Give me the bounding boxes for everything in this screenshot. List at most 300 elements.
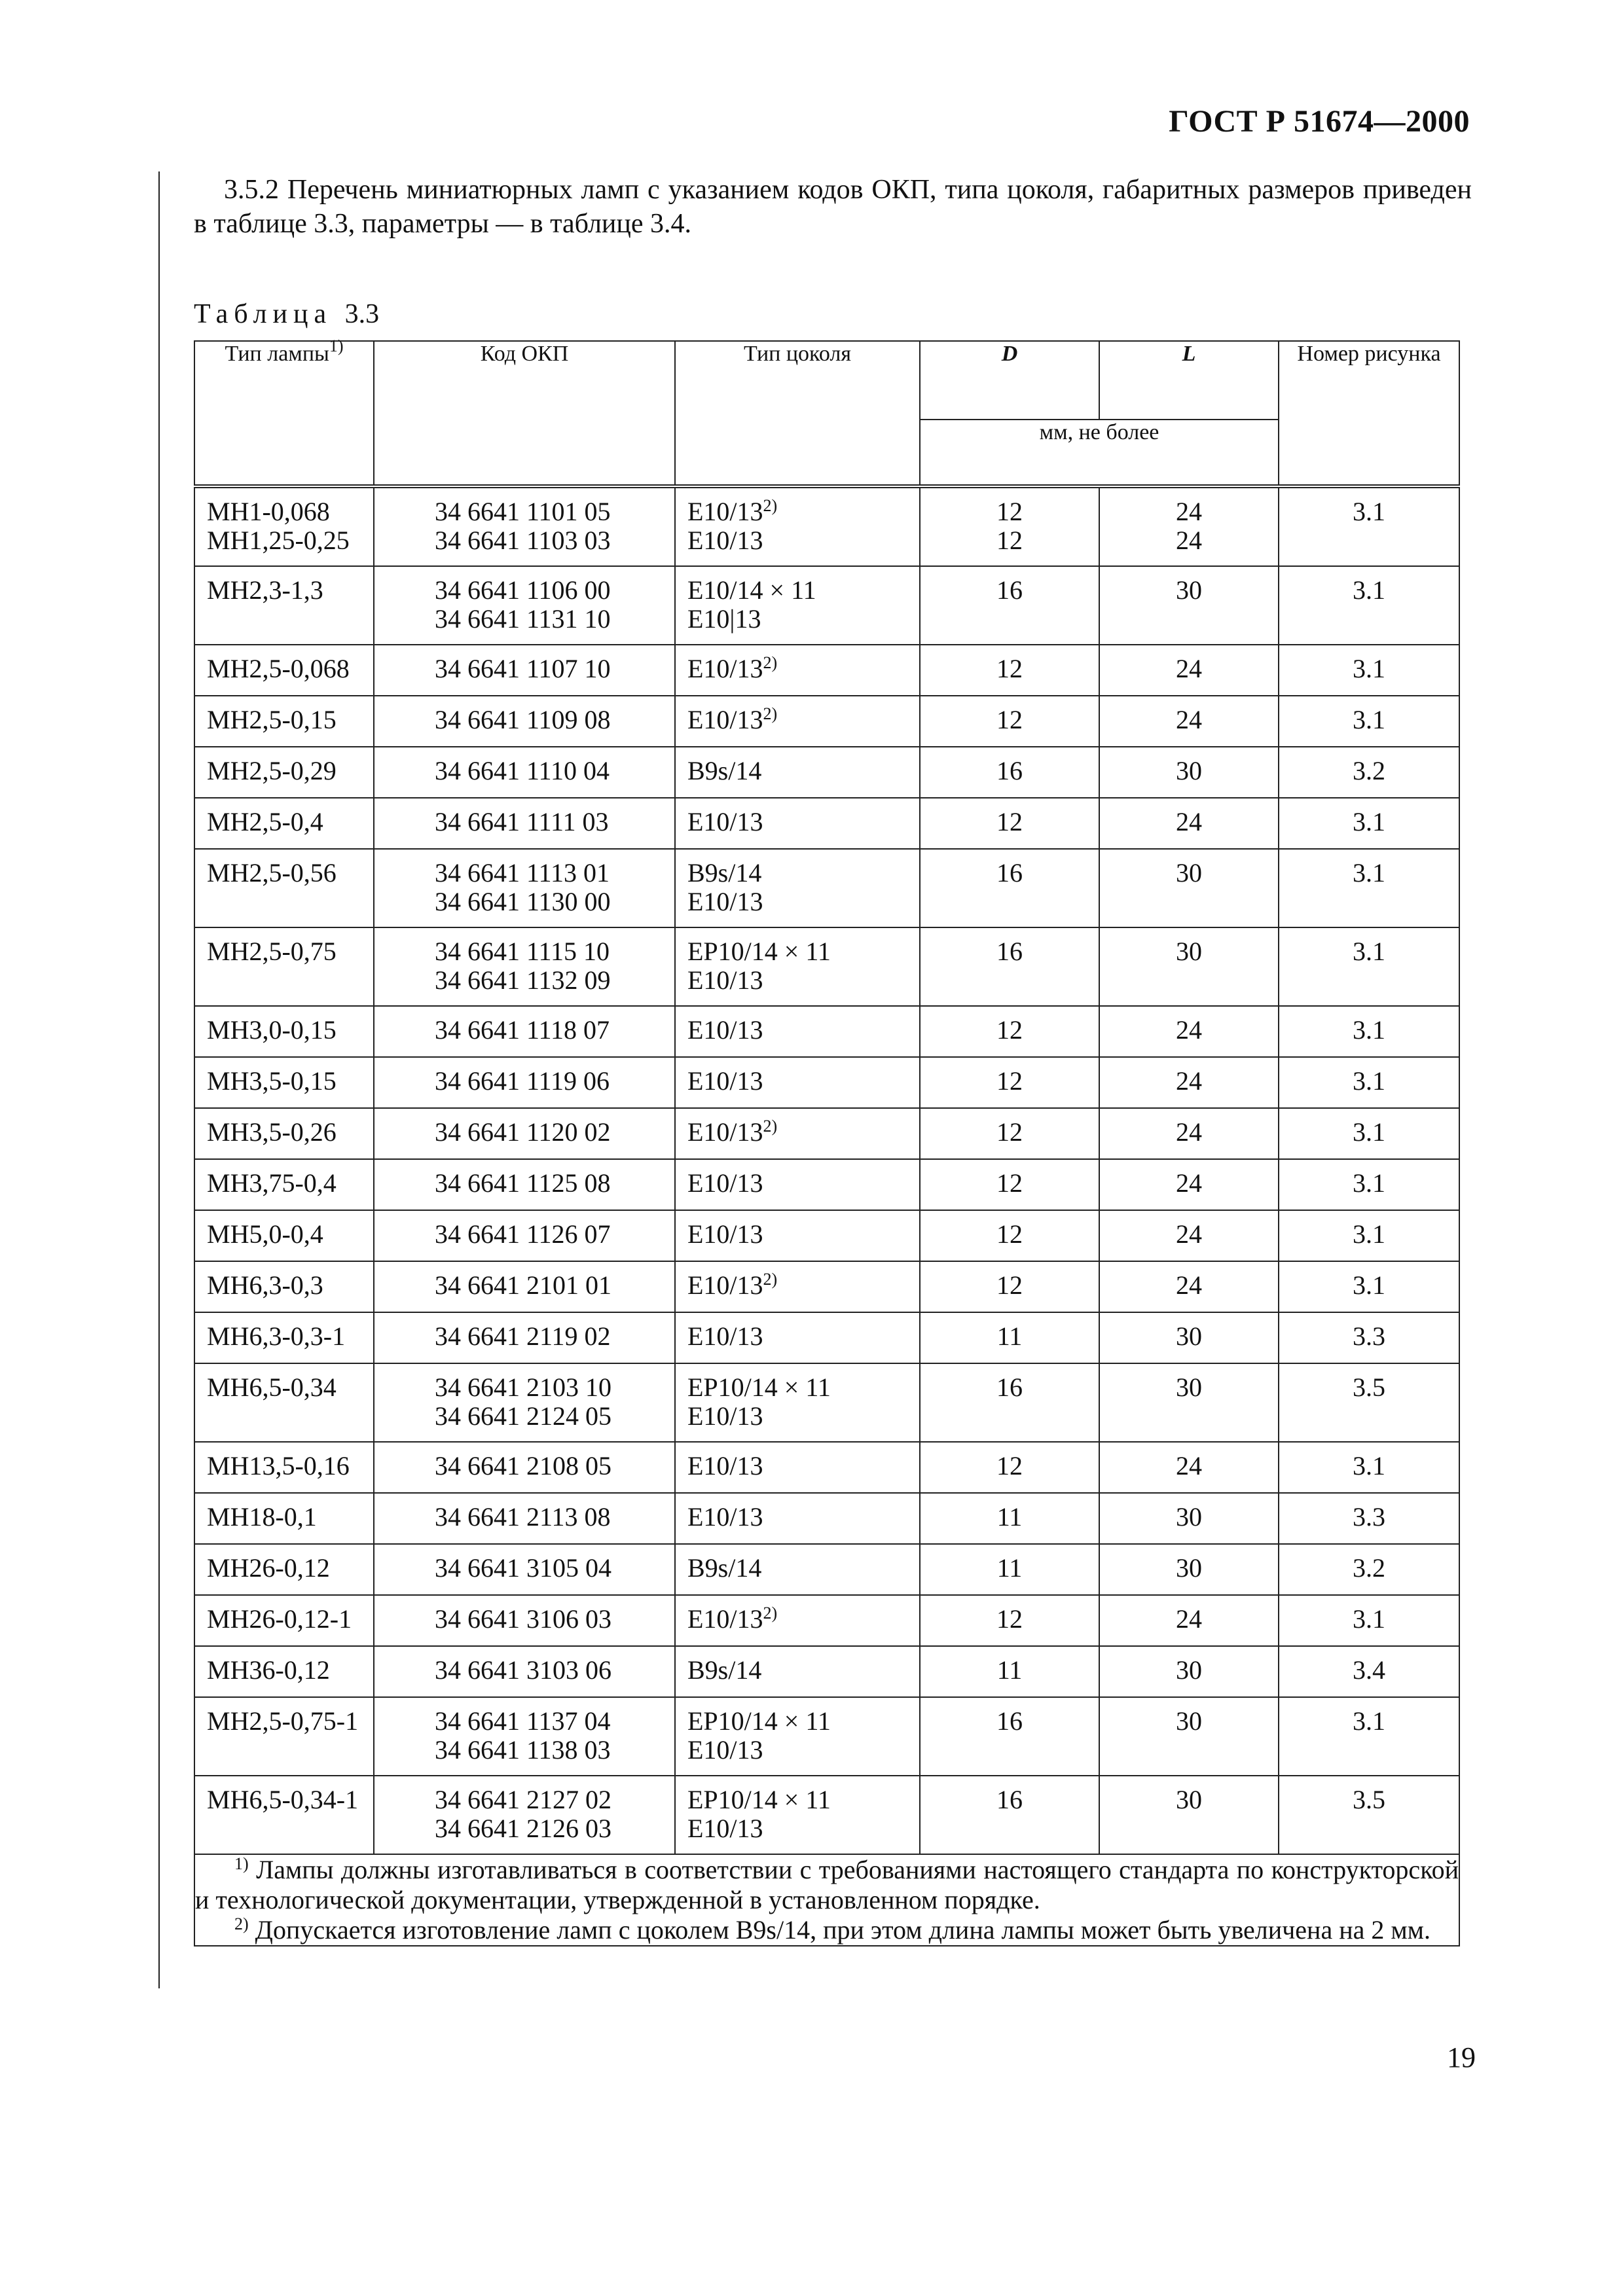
cell-okp-code [374,849,675,927]
cell-figure-number [1279,798,1459,849]
cell-d [920,1697,1099,1776]
cell-okp-code-line: 34 6641 2127 02 [435,1785,611,1814]
table-row [194,1646,1459,1697]
cell-l [1099,645,1279,696]
cell-lamp-type [194,1006,374,1057]
cell-lamp-type-line: МН6,5-0,34 [207,1372,337,1402]
cell-l-line: 30 [1176,1321,1202,1351]
cell-d [920,696,1099,747]
cell-figure-number [1279,1493,1459,1544]
cell-figure-number [1279,1442,1459,1493]
table-row [194,927,1459,1006]
cell-base-type-line: E10/13$^{2)}$ [687,653,778,683]
cell-okp-code-line: 34 6641 1107 10 [435,654,611,683]
cell-okp-code-line: 34 6641 1137 04 [435,1706,611,1736]
cell-d-line: 12 [996,526,1023,555]
cell-base-type [675,1595,920,1646]
lamp-table [194,336,1460,1946]
cell-okp-code [374,1493,675,1544]
cell-l-line: 24 [1176,1451,1202,1480]
cell-okp-code [374,1646,675,1697]
cell-d [920,849,1099,927]
cell-l-line: 30 [1176,1706,1202,1736]
cell-l-line: 24 [1176,526,1202,555]
cell-lamp-type [194,566,374,645]
cell-lamp-type [194,1595,374,1646]
cell-base-type-line: E10/13$^{2)}$ [687,704,778,734]
cell-d-line: 12 [996,1451,1023,1480]
cell-d-line: 16 [996,575,1023,605]
cell-l-line: 30 [1176,858,1202,888]
cell-base-type-line: E10/13 [687,1735,763,1765]
table-row [194,798,1459,849]
cell-okp-code-line: 34 6641 1125 08 [435,1168,611,1198]
cell-l-line: 30 [1176,756,1202,785]
cell-okp-code-line: 34 6641 2119 02 [435,1321,611,1351]
footnote-1-mark: 1) [234,1854,249,1873]
cell-figure-number-line: 3.1 [1353,1219,1385,1249]
cell-base-type [675,645,920,696]
cell-okp-code-line: 34 6641 1103 03 [435,526,611,555]
cell-l [1099,696,1279,747]
cell-base-type [675,927,920,1006]
cell-base-type-line: E10/13$^{2)}$ [687,1117,778,1147]
cell-d [920,1544,1099,1595]
cell-d [920,1312,1099,1363]
cell-l [1099,1210,1279,1261]
cell-base-type-line: EP10/14 × 11 [687,1372,831,1402]
table-row [194,1363,1459,1442]
cell-lamp-type-line: МН2,5-0,4 [207,807,323,836]
cell-okp-code [374,927,675,1006]
cell-lamp-type-line: МН3,5-0,15 [207,1066,337,1096]
cell-figure-number [1279,1006,1459,1057]
cell-okp-code [374,747,675,798]
cell-base-type-line: E10/13 [687,1502,763,1532]
cell-d-line: 16 [996,756,1023,785]
cell-lamp-type-line: МН1,25-0,25 [207,526,350,555]
cell-figure-number [1279,1776,1459,1854]
cell-okp-code [374,1006,675,1057]
footnote-2 [195,1915,1459,1945]
cell-d-line: 12 [996,807,1023,836]
cell-figure-number-line: 3.1 [1353,1270,1385,1300]
cell-base-type [675,1210,920,1261]
cell-lamp-type-line: МН6,3-0,3 [207,1270,323,1300]
cell-l-line: 24 [1176,654,1202,683]
cell-l [1099,1057,1279,1108]
cell-base-type-line: E10/13 [687,1168,763,1198]
cell-d-line: 16 [996,858,1023,888]
cell-figure-number-line: 3.3 [1353,1502,1385,1532]
cell-lamp-type [194,1108,374,1159]
cell-okp-code-line: 34 6641 1132 09 [435,965,611,995]
cell-lamp-type [194,1261,374,1312]
cell-okp-code [374,1261,675,1312]
cell-figure-number [1279,1210,1459,1261]
cell-l [1099,1646,1279,1697]
cell-d [920,1493,1099,1544]
cell-l [1099,1493,1279,1544]
cell-d-line: 12 [996,1066,1023,1096]
cell-lamp-type-line: МН1-0,068 [207,497,330,526]
cell-okp-code-line: 34 6641 1110 04 [435,756,610,785]
cell-figure-number [1279,747,1459,798]
margin-line [158,171,160,1988]
cell-figure-number [1279,1697,1459,1776]
cell-okp-code-line: 34 6641 1109 08 [435,705,611,734]
cell-l [1099,1159,1279,1210]
cell-l [1099,798,1279,849]
cell-base-type-line: E10/13 [687,887,763,916]
cell-okp-code-line: 34 6641 3103 06 [435,1655,611,1685]
cell-okp-code-line: 34 6641 2113 08 [435,1502,611,1532]
cell-d-line: 16 [996,1785,1023,1814]
cell-base-type [675,1697,920,1776]
base-footnote-mark: 2) [763,653,778,672]
cell-base-type-line: E10/13 [687,1066,763,1096]
cell-lamp-type-line: МН2,5-0,068 [207,654,350,683]
cell-d [920,1006,1099,1057]
cell-d-line: 12 [996,1604,1023,1634]
cell-okp-code [374,1210,675,1261]
table-row [194,1108,1459,1159]
cell-lamp-type [194,1493,374,1544]
cell-okp-code [374,1697,675,1776]
cell-base-type [675,1108,920,1159]
cell-d [920,486,1099,566]
table-row [194,1697,1459,1776]
cell-l [1099,566,1279,645]
cell-figure-number-line: 3.1 [1353,1451,1385,1480]
cell-lamp-type-line: МН3,0-0,15 [207,1015,337,1045]
cell-base-type-line: EP10/14 × 11 [687,1706,831,1736]
cell-okp-code [374,1442,675,1493]
cell-base-type [675,1646,920,1697]
cell-d [920,645,1099,696]
base-footnote-mark: 2) [763,496,778,515]
cell-okp-code-line: 34 6641 1115 10 [435,937,610,966]
cell-okp-code-line: 34 6641 1101 05 [435,497,611,526]
cell-okp-code [374,1595,675,1646]
cell-d [920,1261,1099,1312]
cell-figure-number-line: 3.1 [1353,497,1385,526]
cell-l-line: 24 [1176,705,1202,734]
cell-l-line: 24 [1176,1168,1202,1198]
cell-l [1099,1776,1279,1854]
cell-figure-number-line: 3.1 [1353,858,1385,888]
table-row [194,696,1459,747]
cell-lamp-type-line: МН3,5-0,26 [207,1117,337,1147]
cell-figure-number [1279,1595,1459,1646]
cell-l-line: 30 [1176,575,1202,605]
cell-d [920,566,1099,645]
cell-figure-number-line: 3.1 [1353,1168,1385,1198]
cell-l-line: 24 [1176,1270,1202,1300]
cell-l [1099,1363,1279,1442]
cell-l [1099,1261,1279,1312]
cell-base-type-line: B9s/14 [687,1655,762,1685]
cell-l [1099,927,1279,1006]
cell-d [920,1646,1099,1697]
cell-base-type [675,1159,920,1210]
cell-d-line: 12 [996,1270,1023,1300]
cell-okp-code-line: 34 6641 1130 00 [435,887,611,916]
cell-d [920,1159,1099,1210]
cell-figure-number-line: 3.2 [1353,1553,1385,1583]
cell-d-line: 11 [996,1321,1023,1351]
cell-okp-code-line: 34 6641 2103 10 [435,1372,611,1402]
cell-lamp-type [194,747,374,798]
cell-okp-code-line: 34 6641 1111 03 [435,807,609,836]
cell-lamp-type [194,798,374,849]
cell-base-type [675,1442,920,1493]
cell-l-line: 24 [1176,497,1202,526]
cell-lamp-type-line: МН2,5-0,15 [207,705,337,734]
cell-base-type-line: E10/13 [687,807,763,836]
cell-l [1099,849,1279,927]
base-footnote-mark: 2) [763,704,778,723]
cell-base-type [675,1544,920,1595]
cell-figure-number-line: 3.1 [1353,575,1385,605]
cell-base-type [675,1363,920,1442]
cell-figure-number [1279,849,1459,927]
cell-l-line: 24 [1176,1219,1202,1249]
cell-base-type [675,1057,920,1108]
cell-figure-number [1279,1261,1459,1312]
cell-lamp-type [194,696,374,747]
table-row [194,1261,1459,1312]
cell-base-type-line: E10/13 [687,1451,763,1480]
cell-base-type-line: EP10/14 × 11 [687,937,831,966]
cell-lamp-type-line: МН2,5-0,56 [207,858,337,888]
base-footnote-mark: 2) [763,1117,778,1136]
table-body [194,486,1459,1854]
cell-figure-number-line: 3.3 [1353,1321,1385,1351]
cell-okp-code-line: 34 6641 2101 01 [435,1270,611,1300]
footnote-2-mark: 2) [234,1914,249,1933]
cell-lamp-type-line: МН2,3-1,3 [207,575,323,605]
cell-base-type-line: E10|13 [687,604,761,634]
table-row [194,1210,1459,1261]
table-notes [194,1854,1459,1946]
cell-l [1099,1595,1279,1646]
cell-figure-number [1279,1646,1459,1697]
cell-l [1099,1544,1279,1595]
document-header: ГОСТ Р 51674—2000 [1169,104,1470,139]
cell-figure-number [1279,1544,1459,1595]
cell-base-type [675,1493,920,1544]
cell-figure-number [1279,1108,1459,1159]
page-number: 19 [1447,2041,1476,2073]
cell-l-line: 30 [1176,1502,1202,1532]
cell-l-line: 30 [1176,1553,1202,1583]
cell-okp-code-line: 34 6641 1118 07 [435,1015,610,1045]
cell-lamp-type-line: МН36-0,12 [207,1655,330,1685]
cell-okp-code [374,1057,675,1108]
cell-d-line: 11 [996,1655,1023,1685]
table-row [194,1595,1459,1646]
cell-figure-number-line: 3.5 [1353,1372,1385,1402]
cell-okp-code-line: 34 6641 1120 02 [435,1117,611,1147]
cell-figure-number-line: 3.5 [1353,1785,1385,1814]
cell-okp-code-line: 34 6641 2124 05 [435,1401,611,1431]
cell-okp-code [374,1159,675,1210]
cell-figure-number [1279,645,1459,696]
table-caption-label: Таблица [194,299,333,329]
cell-l-line: 24 [1176,1066,1202,1096]
cell-base-type-line: E10/13 [687,1015,763,1045]
cell-okp-code-line: 34 6641 1106 00 [435,575,611,605]
cell-lamp-type-line: МН2,5-0,29 [207,756,337,785]
header-figure-number: Номер рисунка [1279,341,1459,486]
table-row [194,1159,1459,1210]
cell-d [920,1442,1099,1493]
cell-l-line: 30 [1176,1372,1202,1402]
table-row [194,1493,1459,1544]
table-row [194,1776,1459,1854]
cell-figure-number-line: 3.2 [1353,756,1385,785]
intro-paragraph [194,173,1472,241]
cell-lamp-type [194,849,374,927]
table-row [194,1312,1459,1363]
cell-d [920,927,1099,1006]
cell-figure-number-line: 3.4 [1353,1655,1385,1685]
cell-base-type [675,1261,920,1312]
cell-base-type [675,798,920,849]
cell-d-line: 16 [996,1706,1023,1736]
table-row [194,486,1459,566]
cell-lamp-type [194,486,374,566]
header-units: мм, не более [920,420,1279,486]
cell-figure-number-line: 3.1 [1353,705,1385,734]
cell-okp-code-line: 34 6641 1113 01 [435,858,610,888]
cell-base-type [675,849,920,927]
cell-figure-number [1279,486,1459,566]
cell-figure-number-line: 3.1 [1353,1604,1385,1634]
cell-okp-code-line: 34 6641 1119 06 [435,1066,610,1096]
cell-l [1099,747,1279,798]
cell-okp-code [374,1108,675,1159]
table-row [194,849,1459,927]
cell-base-type-line: EP10/14 × 11 [687,1785,831,1814]
cell-okp-code-line: 34 6641 1126 07 [435,1219,611,1249]
cell-l [1099,1108,1279,1159]
header-okp-code: Код ОКП [374,341,675,486]
cell-d-line: 12 [996,1015,1023,1045]
cell-d-line: 12 [996,1219,1023,1249]
cell-figure-number [1279,1159,1459,1210]
cell-d [920,1595,1099,1646]
cell-d [920,1363,1099,1442]
cell-base-type-line: E10/13 [687,526,763,555]
cell-d-line: 12 [996,497,1023,526]
cell-base-type-line: E10/14 × 11 [687,575,816,605]
cell-okp-code [374,1776,675,1854]
cell-d [920,747,1099,798]
cell-okp-code [374,798,675,849]
cell-base-type-line: E10/13 [687,1321,763,1351]
cell-lamp-type-line: МН2,5-0,75 [207,937,337,966]
cell-base-type [675,486,920,566]
table-row [194,1057,1459,1108]
cell-lamp-type-line: МН13,5-0,16 [207,1451,350,1480]
cell-base-type [675,1776,920,1854]
cell-lamp-type [194,1312,374,1363]
cell-base-type [675,747,920,798]
cell-lamp-type-line: МН3,75-0,4 [207,1168,337,1198]
footnote-1 [195,1855,1459,1915]
cell-d [920,1057,1099,1108]
cell-lamp-type-line: МН6,3-0,3-1 [207,1321,346,1351]
cell-figure-number-line: 3.1 [1353,807,1385,836]
cell-l-line: 30 [1176,1785,1202,1814]
cell-figure-number-line: 3.1 [1353,1015,1385,1045]
cell-okp-code-line: 34 6641 1131 10 [435,604,611,634]
cell-d-line: 12 [996,1117,1023,1147]
cell-lamp-type-line: МН6,5-0,34-1 [207,1785,359,1814]
cell-base-type-line: E10/13$^{2)}$ [687,1604,778,1634]
cell-l [1099,1312,1279,1363]
cell-base-type-line: E10/13 [687,1814,763,1843]
cell-base-type-line: E10/13$^{2)}$ [687,1270,778,1300]
base-footnote-mark: 2) [763,1270,778,1289]
cell-figure-number-line: 3.1 [1353,654,1385,683]
cell-d [920,1210,1099,1261]
cell-d-line: 12 [996,654,1023,683]
cell-base-type [675,696,920,747]
header-lamp-type-footnote: 1) [329,336,344,355]
cell-lamp-type [194,1646,374,1697]
cell-lamp-type-line: МН18-0,1 [207,1502,317,1532]
cell-okp-code-line: 34 6641 2108 05 [435,1451,611,1480]
intro-text: 3.5.2 Перечень миниатюрных ламп с указанием кодов ОКП, типа цоколя, габаритных размеров приведен в таблице 3.3, параметры — в таблице 3.4. [194,175,1472,239]
cell-l-line: 24 [1176,1117,1202,1147]
cell-okp-code-line: 34 6641 3105 04 [435,1553,611,1583]
cell-figure-number-line: 3.1 [1353,937,1385,966]
cell-l [1099,486,1279,566]
cell-d [920,1108,1099,1159]
cell-lamp-type [194,1210,374,1261]
footnote-1-text: Лампы должны изготавливаться в соответствии с требованиями настоящего стандарта по конструкторской и технологической документации, утвержденной в установленном порядке. [195,1855,1459,1914]
cell-figure-number [1279,1057,1459,1108]
cell-okp-code [374,1363,675,1442]
cell-d [920,1776,1099,1854]
cell-d-line: 16 [996,1372,1023,1402]
cell-d-line: 12 [996,1168,1023,1198]
header-d: D [920,341,1099,420]
cell-okp-code-line: 34 6641 3106 03 [435,1604,611,1634]
cell-okp-code-line: 34 6641 2126 03 [435,1814,611,1843]
cell-base-type-line: E10/13$^{2)}$ [687,496,778,526]
table-caption [194,298,379,330]
cell-d-line: 16 [996,937,1023,966]
cell-base-type [675,1006,920,1057]
cell-l [1099,1697,1279,1776]
cell-base-type-line: B9s/14 [687,858,762,888]
table-row [194,747,1459,798]
cell-figure-number-line: 3.1 [1353,1117,1385,1147]
cell-l-line: 24 [1176,1015,1202,1045]
cell-lamp-type [194,927,374,1006]
cell-l-line: 30 [1176,937,1202,966]
cell-figure-number [1279,1312,1459,1363]
cell-okp-code [374,486,675,566]
cell-base-type [675,1312,920,1363]
cell-d [920,798,1099,849]
cell-figure-number [1279,1363,1459,1442]
cell-lamp-type-line: МН5,0-0,4 [207,1219,323,1249]
